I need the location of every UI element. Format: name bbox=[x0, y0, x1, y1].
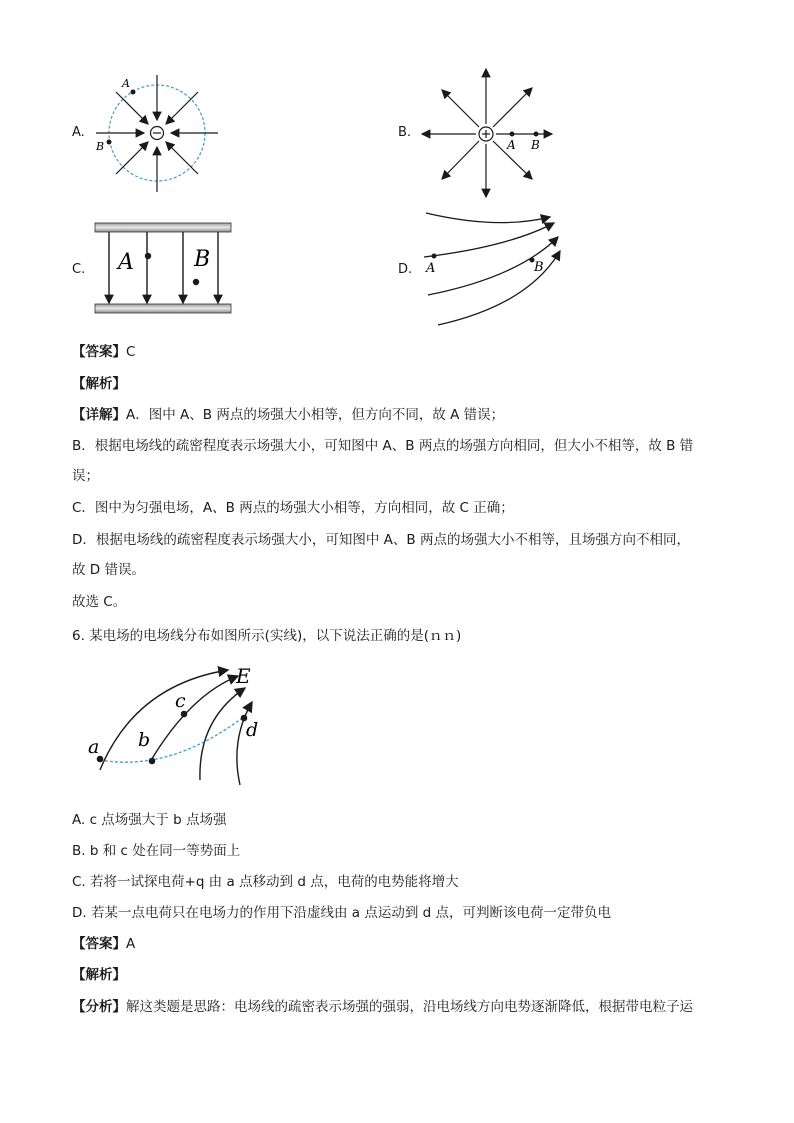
option-c-letter: C. bbox=[72, 262, 86, 277]
fig-a-point-b: B bbox=[96, 140, 105, 153]
q6-option-c: C. 若将一试探电荷+q 由 a 点移动到 d 点，电荷的电势能将增大 bbox=[72, 874, 459, 890]
q6-point-c: c bbox=[175, 690, 186, 712]
fig-b-point-a: A bbox=[507, 138, 516, 152]
fig-a-point-a: A bbox=[122, 77, 130, 90]
fig-b-point-b: B bbox=[531, 138, 540, 152]
figure-option-c bbox=[92, 220, 237, 318]
question-6-stem: 6. 某电场的电场线分布如图所示(实线)，以下说法正确的是(ｎｎ) bbox=[72, 628, 462, 644]
q6-option-d: D. 若某一点电荷只在电场力的作用下沿虚线由 a 点运动到 d 点，可判断该电荷一定带负电 bbox=[72, 905, 611, 921]
option-d-letter: D. bbox=[398, 262, 413, 277]
figure-option-b bbox=[416, 64, 561, 204]
explain-prev-line-3: 误； bbox=[72, 468, 99, 484]
q6-answer-label: 【答案】 bbox=[72, 936, 126, 952]
explain-prev-tag: 【详解】 bbox=[72, 407, 126, 423]
fig-d-point-b: B bbox=[534, 260, 544, 275]
q6-analysis-tag: 【分析】 bbox=[72, 999, 126, 1015]
q6-analysis-line bbox=[72, 995, 693, 1015]
figure-question-6 bbox=[80, 660, 280, 790]
q6-point-d: d bbox=[246, 719, 259, 741]
fig-c-point-b: B bbox=[194, 247, 211, 272]
q6-option-a: A. c 点场强大于 b 点场强 bbox=[72, 812, 227, 828]
q6-answer bbox=[72, 932, 135, 952]
answer-prev-value: C bbox=[126, 344, 136, 360]
explain-prev-text-1: A．图中 A、B 两点的场强大小相等，但方向不同，故 A 错误； bbox=[126, 407, 505, 423]
answer-prev-label: 【答案】 bbox=[72, 344, 126, 360]
answer-prev bbox=[72, 340, 135, 360]
explain-prev-line-7: 故选 C。 bbox=[72, 594, 127, 610]
option-b-letter: B. bbox=[398, 125, 412, 140]
figure-option-a bbox=[88, 70, 228, 200]
analysis-prev-label: 【解析】 bbox=[72, 376, 126, 392]
fig-d-point-a: A bbox=[426, 261, 436, 276]
q6-answer-value: A bbox=[126, 936, 136, 952]
explain-prev-line-1 bbox=[72, 403, 504, 423]
option-a-letter: A. bbox=[72, 125, 85, 140]
q6-analysis-label: 【解析】 bbox=[72, 967, 126, 983]
explain-prev-line-5: D．根据电场线的疏密程度表示场强大小，可知图中 A、B 两点的场强大小不相等，且场强方向不相同， bbox=[72, 532, 690, 548]
figure-option-d bbox=[418, 205, 568, 330]
explain-prev-line-6: 故 D 错误。 bbox=[72, 562, 145, 578]
q6-point-b: b bbox=[138, 729, 151, 751]
q6-analysis-text: 解这类题是思路：电场线的疏密表示场强的强弱，沿电场线方向电势逐渐降低，根据带电粒子运 bbox=[126, 999, 693, 1015]
explain-prev-line-4: C．图中为匀强电场，A、B 两点的场强大小相等，方向相同，故 C 正确； bbox=[72, 500, 514, 516]
q6-option-b: B. b 和 c 处在同一等势面上 bbox=[72, 843, 241, 859]
q6-label-e: E bbox=[236, 664, 251, 688]
explain-prev-line-2: B．根据电场线的疏密程度表示场强大小，可知图中 A、B 两点的场强方向相同，但大小不相等，故 B 错 bbox=[72, 438, 694, 454]
fig-c-point-a: A bbox=[118, 250, 134, 275]
q6-point-a: a bbox=[88, 736, 100, 758]
